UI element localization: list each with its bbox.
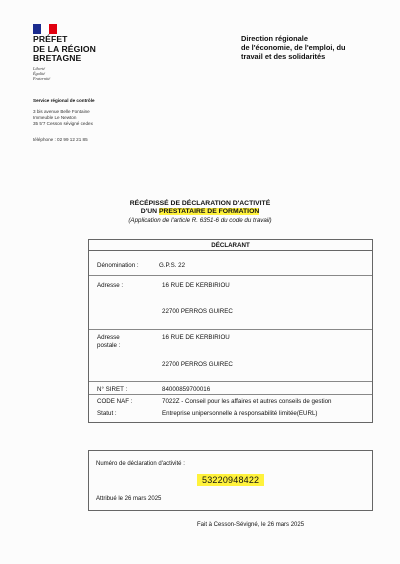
adresse-line1: 16 RUE DE KERBIRIOU <box>162 282 230 289</box>
marianne-flag-icon <box>33 24 57 34</box>
siret-value: 84000859700016 <box>162 386 211 393</box>
document-subtitle <box>0 208 400 215</box>
legal-reference: (Application de l'article R. 6351-6 du code du travail) <box>128 217 272 224</box>
row-divider <box>89 275 372 276</box>
republic-motto <box>33 66 50 81</box>
declaration-number-box <box>88 450 373 511</box>
motto-line: Égalité <box>33 71 46 76</box>
subtitle-highlight: PRESTATAIRE DE FORMATION <box>158 208 260 215</box>
prefet-line: DE LA RÉGION <box>33 43 96 54</box>
prefet-line: BRETAGNE <box>33 53 82 63</box>
row-divider <box>89 329 372 330</box>
statut-label: Statut : <box>97 410 117 417</box>
postale-label-line1: Adresse <box>97 334 120 341</box>
declarant-heading: DÉCLARANT <box>89 240 372 251</box>
direction-line: travail et des solidarités <box>241 52 326 61</box>
direction-block <box>241 34 391 61</box>
siret-label: N° SIRET : <box>97 386 128 393</box>
service-address <box>33 109 93 127</box>
denomination-label: Dénomination : <box>97 262 139 269</box>
address-line: 35 5'7 Cesson sévigné cedex <box>33 121 93 126</box>
service-phone: téléphone : 02 99 12 21 85 <box>33 137 88 142</box>
postale-line1: 16 RUE DE KERBIRIOU <box>162 334 230 341</box>
prefet-block <box>33 35 96 64</box>
adresse-label: Adresse : <box>97 282 124 289</box>
motto-line: Liberté <box>33 66 46 71</box>
document-title: RÉCÉPISSÉ DE DÉCLARATION D'ACTIVITÉ <box>129 200 271 207</box>
signature-place-date: Fait à Cesson-Sévigné, le 26 mars 2025 <box>197 522 305 528</box>
row-divider <box>89 394 372 395</box>
adresse-line2: 22700 PERROS GUIREC <box>162 308 233 315</box>
service-name: Service régional de contrôle <box>33 98 95 103</box>
row-divider <box>89 381 372 382</box>
attribution-date: Attribué le 26 mars 2025 <box>96 496 162 502</box>
postale-line2: 22700 PERROS GUIREC <box>162 361 233 368</box>
prefet-line: PRÉFET <box>33 34 68 44</box>
direction-line: Direction régionale <box>241 34 308 43</box>
declarant-table <box>88 239 373 423</box>
naf-value: 7022Z - Conseil pour les affaires et autres conseils de gestion <box>162 398 332 405</box>
direction-line: de l'économie, de l'emploi, du <box>241 43 346 52</box>
subtitle-plain: D'UN <box>140 208 159 215</box>
denomination-value: G.P.S. 22 <box>159 262 186 269</box>
declaration-number-label: Numéro de déclaration d'activité : <box>96 461 185 467</box>
declaration-number-value: 53220948422 <box>197 474 264 486</box>
naf-label: CODE NAF : <box>97 398 133 405</box>
address-line: 3 bis avenue Belle Fontaine <box>33 109 90 114</box>
address-line: Immeuble Le Newton <box>33 115 77 120</box>
statut-value: Entreprise unipersonnelle à responsabilité limitée(EURL) <box>162 410 318 417</box>
postale-label-line2: postale : <box>97 342 121 349</box>
motto-line: Fraternité <box>33 76 51 81</box>
